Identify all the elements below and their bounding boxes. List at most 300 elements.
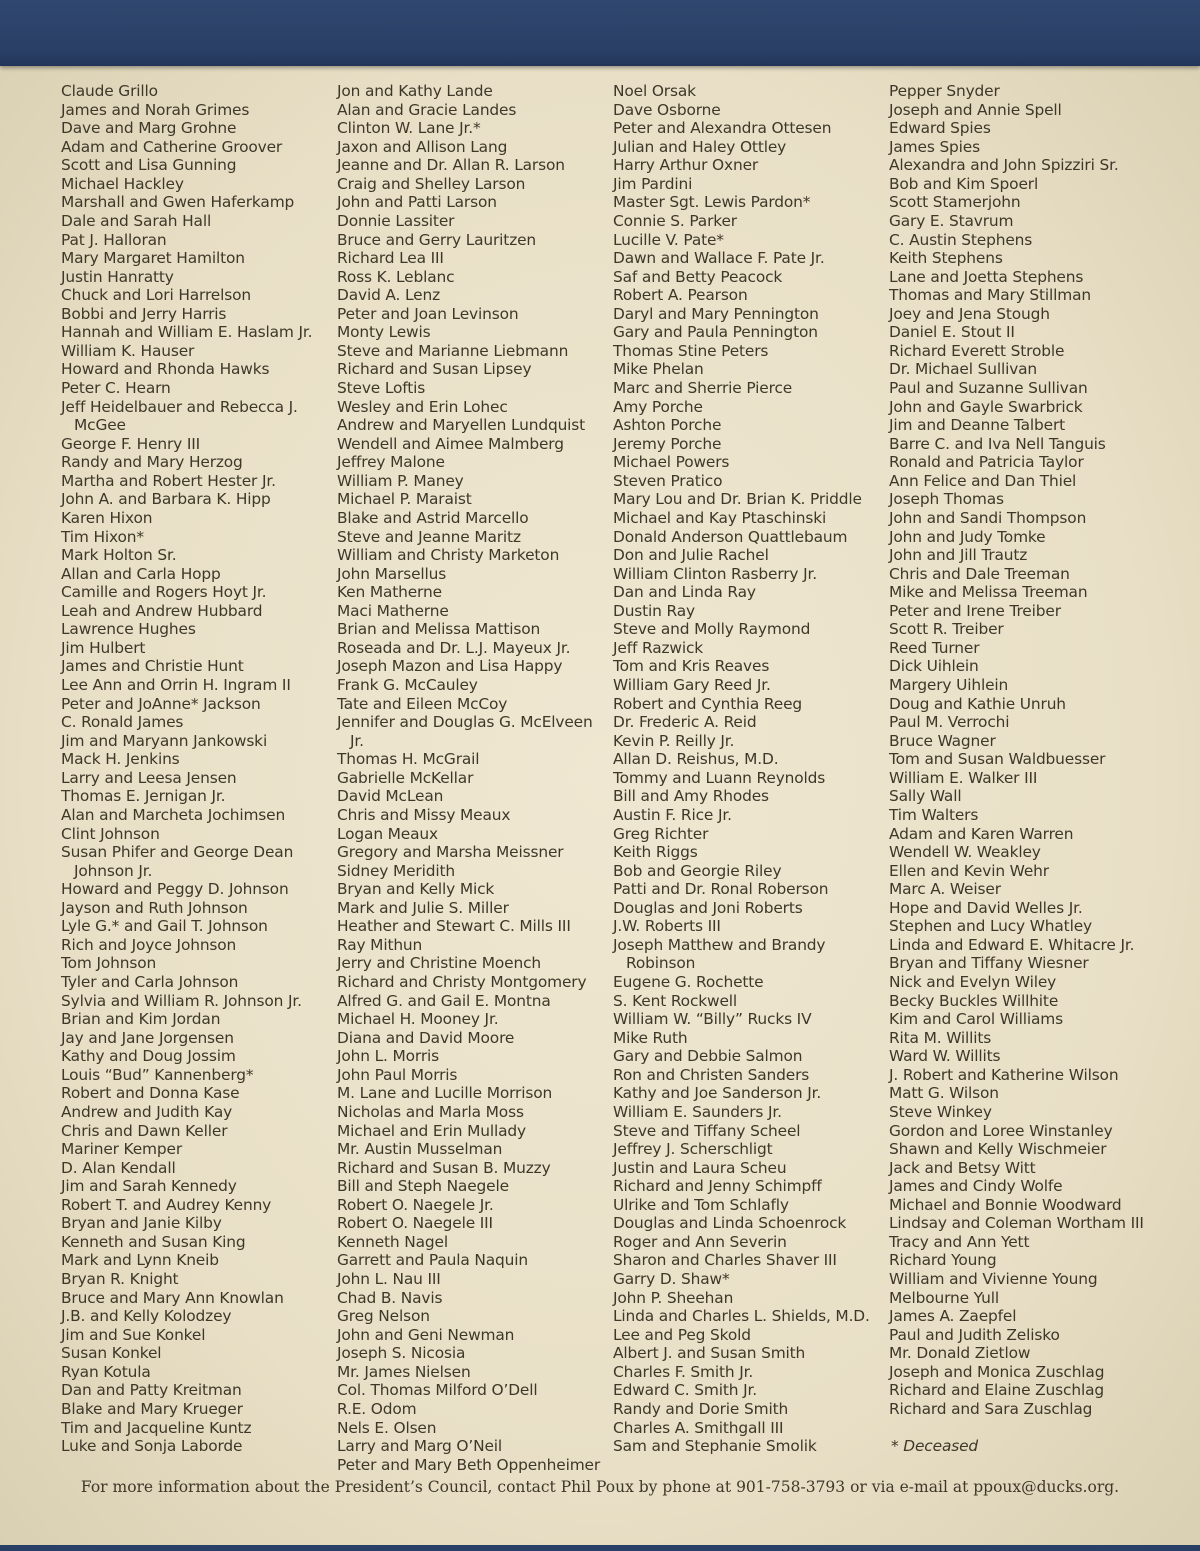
donor-name: Alan and Marcheta Jochimsen [61, 805, 286, 824]
donor-name: Brian and Melissa Mattison [337, 620, 541, 639]
donor-name: John and Jill Trautz [889, 546, 1028, 565]
donor-name: Susan Konkel [61, 1344, 162, 1363]
donor-name: Michael and Bonnie Woodward [889, 1195, 1122, 1214]
donor-name: Sylvia and William R. Johnson Jr. [61, 991, 302, 1010]
donor-name: Robert T. and Audrey Kenny [61, 1195, 272, 1214]
donor-name: Martha and Robert Hester Jr. [61, 471, 276, 490]
donor-name: Craig and Shelley Larson [337, 174, 526, 193]
donor-name: John Paul Morris [337, 1065, 458, 1084]
donor-name: Linda and Charles L. Shields, M.D. [613, 1307, 870, 1326]
donor-name: Andrew and Judith Kay [61, 1102, 233, 1121]
donor-name: Kenneth and Susan King [61, 1232, 246, 1251]
donor-name: Dr. Frederic A. Reid [613, 713, 757, 732]
donor-name: Bryan and Tiffany Wiesner [889, 954, 1089, 973]
donor-name: Chuck and Lori Harrelson [61, 286, 251, 305]
donor-name: S. Kent Rockwell [613, 991, 738, 1010]
donor-name: Albert J. and Susan Smith [613, 1344, 806, 1363]
donor-name: Doug and Kathie Unruh [889, 694, 1066, 713]
donor-name: Edward Spies [889, 119, 991, 138]
donor-name: Rich and Joyce Johnson [61, 935, 237, 954]
donor-name: Matt G. Wilson [889, 1084, 999, 1103]
donor-name: Michael and Erin Mullady [337, 1121, 526, 1140]
donor-name: Gregory and Marsha Meissner [337, 843, 564, 862]
donor-name: Chris and Dale Treeman [889, 564, 1070, 583]
donor-name: Douglas and Linda Schoenrock [613, 1214, 847, 1233]
donor-name: Joseph and Monica Zuschlag [889, 1362, 1105, 1381]
donor-name: Leah and Andrew Hubbard [61, 601, 263, 620]
donor-name: Mark Holton Sr. [61, 546, 177, 565]
donor-name: Greg Richter [613, 824, 709, 843]
donor-name: Bobbi and Jerry Harris [61, 304, 227, 323]
donor-name: James and Cindy Wolfe [889, 1177, 1063, 1196]
donor-name: Peter and JoAnne* Jackson [61, 694, 261, 713]
donor-name: Jeff Heidelbauer and Rebecca J. McGee [61, 397, 298, 435]
donor-name: Richard and Christy Montgomery [337, 973, 587, 991]
donor-name: Robert and Cynthia Reeg [613, 694, 803, 713]
donor-name: Susan Phifer and George Dean Johnson Jr. [61, 843, 294, 880]
donor-name: Keith Stephens [889, 249, 1003, 268]
donor-name: Chris and Missy Meaux [337, 805, 511, 824]
donor-name: Jerry and Christine Moench [337, 954, 542, 973]
donor-name: John L. Morris [337, 1047, 439, 1066]
donor-name: Thomas E. Jernigan Jr. [61, 787, 226, 806]
donor-name: Justin Hanratty [61, 267, 174, 286]
donor-name: Pat J. Halloran [61, 230, 167, 249]
donor-name: Diana and David Moore [337, 1028, 515, 1047]
donor-name: Claude Grillo [61, 82, 158, 100]
donor-name: Kevin P. Reilly Jr. [613, 731, 735, 750]
donor-name: Dawn and Wallace F. Pate Jr. [613, 249, 825, 268]
donor-name: Steve and Tiffany Scheel [613, 1121, 801, 1140]
donor-name: Steve and Marianne Liebmann [337, 341, 569, 360]
donor-name: Jeffrey Malone [337, 453, 445, 472]
donor-name: J.W. Roberts III [613, 917, 721, 936]
donor-name: Mary Margaret Hamilton [61, 249, 245, 268]
donor-name: Alfred G. and Gail E. Montna [337, 991, 551, 1010]
donor-name: Gabrielle McKellar [337, 768, 474, 787]
donor-name: Donald Anderson Quattlebaum [613, 527, 848, 546]
donor-name: Tom and Susan Waldbuesser [889, 750, 1106, 769]
donor-name: Scott Stamerjohn [889, 193, 1021, 212]
donor-name: Margery Uihlein [889, 676, 1009, 694]
donor-name: Bryan and Kelly Mick [337, 880, 495, 899]
donor-name: Ward W. Willits [889, 1047, 1001, 1066]
donor-name: David A. Lenz [337, 286, 441, 305]
donor-name: Monty Lewis [337, 323, 431, 342]
donor-name: Jennifer and Douglas G. McElveen Jr. [337, 713, 593, 750]
donor-name: William P. Maney [337, 471, 464, 490]
donor-name: Peter and Alexandra Ottesen [613, 119, 832, 138]
donor-name: Patti and Dr. Ronal Roberson [613, 880, 829, 899]
donor-name: Howard and Peggy D. Johnson [61, 880, 289, 899]
donor-name: Michael Powers [613, 453, 730, 472]
donor-name: Eugene G. Rochette [613, 973, 764, 991]
donor-name: Blake and Mary Krueger [61, 1399, 243, 1418]
donor-name: Daryl and Mary Pennington [613, 304, 819, 323]
donor-name: Mike Phelan [613, 360, 704, 379]
donor-name: Wendell W. Weakley [889, 843, 1041, 862]
donor-name: Master Sgt. Lewis Pardon* [613, 193, 811, 212]
donor-name: D. Alan Kendall [61, 1158, 176, 1177]
donor-name: Gordon and Loree Winstanley [889, 1121, 1113, 1140]
donor-name: Mr. James Nielsen [337, 1362, 471, 1381]
donor-name: Adam and Karen Warren [889, 824, 1074, 843]
donor-name: Jayson and Ruth Johnson [61, 898, 248, 917]
donor-name: Garry D. Shaw* [613, 1270, 730, 1288]
donor-name: Scott R. Treiber [889, 620, 1004, 639]
donor-name: Stephen and Lucy Whatley [889, 917, 1092, 936]
donor-name: Dick Uihlein [889, 657, 979, 676]
donor-name: John and Judy Tomke [889, 527, 1046, 546]
donor-name: Jim and Sue Konkel [61, 1325, 206, 1344]
donor-name: Ken Matherne [337, 583, 442, 602]
donor-name: Pepper Snyder [889, 82, 1000, 100]
donor-name: C. Ronald James [61, 713, 184, 732]
donor-name: Larry and Marg O’Neil [337, 1437, 503, 1456]
donor-name: Peter and Mary Beth Oppenheimer [337, 1455, 601, 1474]
donor-name: Gary and Debbie Salmon [613, 1047, 803, 1066]
donor-name: William E. Walker III [889, 768, 1038, 787]
donor-name: Mary Lou and Dr. Brian K. Priddle [613, 490, 862, 509]
donor-name: Randy and Mary Herzog [61, 453, 243, 472]
donor-name: Steve Winkey [889, 1102, 992, 1121]
donor-name: Dave and Marg Grohne [61, 119, 237, 138]
donor-name: William Gary Reed Jr. [613, 676, 771, 694]
donor-name: Roger and Ann Severin [613, 1232, 787, 1251]
donor-name: Tim and Jacqueline Kuntz [61, 1418, 252, 1437]
donor-name: Mack H. Jenkins [61, 750, 180, 769]
donor-name: Paul and Judith Zelisko [889, 1325, 1060, 1344]
donor-name: Bruce and Gerry Lauritzen [337, 230, 537, 249]
donor-name: Bill and Steph Naegele [337, 1177, 509, 1196]
donor-name: Jim and Maryann Jankowski [61, 731, 268, 750]
donor-name: John and Gayle Swarbrick [889, 397, 1083, 416]
donor-name: Blake and Astrid Marcello [337, 508, 529, 527]
donor-name: Shawn and Kelly Wischmeier [889, 1140, 1107, 1159]
donor-name: Louis “Bud” Kannenberg* [61, 1065, 254, 1084]
donor-name: Frank G. McCauley [337, 676, 478, 694]
donor-name: James Spies [889, 137, 980, 156]
donor-name: Ray Mithun [337, 935, 423, 954]
donor-name: Sally Wall [889, 787, 962, 806]
donor-name: Karen Hixon [61, 508, 153, 527]
donor-name: Greg Nelson [337, 1307, 430, 1326]
donor-name: Daniel E. Stout II [889, 323, 1015, 342]
donor-name: Justin and Laura Scheu [613, 1158, 787, 1177]
top-header-band [0, 0, 1200, 66]
donor-name: Logan Meaux [337, 824, 438, 843]
donor-name: Jim and Sarah Kennedy [61, 1177, 237, 1196]
donor-name: Julian and Haley Ottley [613, 137, 787, 156]
donor-name: John and Geni Newman [337, 1325, 515, 1344]
donor-name: Kim and Carol Williams [889, 1010, 1063, 1029]
donor-name: James and Norah Grimes [61, 100, 250, 119]
donor-name: Douglas and Joni Roberts [613, 898, 803, 917]
donor-name: Donnie Lassiter [337, 211, 455, 230]
donor-name: Peter and Joan Levinson [337, 304, 519, 323]
donor-name: Marc A. Weiser [889, 880, 1001, 899]
donor-name: J.B. and Kelly Kolodzey [61, 1307, 232, 1326]
donor-name: Richard Lea III [337, 249, 444, 268]
donor-name: Maci Matherne [337, 601, 449, 620]
name-column-2 [337, 82, 603, 1474]
donor-name: Lyle G.* and Gail T. Johnson [61, 917, 268, 936]
donor-name: Hannah and William E. Haslam Jr. [61, 323, 313, 342]
donor-name: Kathy and Joe Sanderson Jr. [613, 1084, 822, 1103]
donor-name: Dale and Sarah Hall [61, 211, 212, 230]
donor-name: Steve Loftis [337, 379, 426, 397]
donor-name-columns [0, 82, 1200, 1472]
donor-name: Tim Walters [889, 805, 979, 824]
donor-name: Thomas H. McGrail [337, 750, 480, 769]
donor-name: John and Sandi Thompson [889, 508, 1087, 527]
donor-name: Jeremy Porche [613, 434, 722, 453]
donor-name: Sidney Meridith [337, 861, 455, 880]
bottom-border [0, 1545, 1200, 1551]
donor-name: David McLean [337, 787, 444, 806]
donor-name: Bill and Amy Rhodes [613, 787, 769, 806]
donor-name: Richard and Susan Lipsey [337, 360, 532, 379]
donor-name: Scott and Lisa Gunning [61, 156, 237, 175]
donor-name: Richard and Jenny Schimpff [613, 1177, 822, 1196]
donor-name: Bryan and Janie Kilby [61, 1214, 222, 1233]
donor-name: James A. Zaepfel [889, 1307, 1017, 1326]
donor-name: Robert and Donna Kase [61, 1084, 240, 1103]
donor-name: Joseph S. Nicosia [337, 1344, 466, 1363]
donor-name: Jeffrey J. Scherschligt [613, 1140, 773, 1159]
donor-name: Rita M. Willits [889, 1028, 992, 1047]
donor-name: M. Lane and Lucille Morrison [337, 1084, 553, 1103]
donor-name: Jeff Razwick [613, 638, 704, 657]
donor-name: William E. Saunders Jr. [613, 1102, 782, 1121]
donor-name: Mark and Julie S. Miller [337, 898, 509, 917]
donor-name: Michael and Kay Ptaschinski [613, 508, 827, 527]
donor-name: Robert O. Naegele Jr. [337, 1195, 494, 1214]
donor-name: Keith Riggs [613, 843, 698, 862]
donor-name: Lindsay and Coleman Wortham III [889, 1214, 1144, 1233]
donor-name: Jaxon and Allison Lang [337, 137, 508, 156]
donor-name: Chris and Dawn Keller [61, 1121, 228, 1140]
donor-name: Robert A. Pearson [613, 286, 748, 305]
donor-name: Howard and Rhonda Hawks [61, 360, 270, 379]
donor-name: William and Christy Marketon [337, 546, 560, 565]
donor-name: John P. Sheehan [613, 1288, 734, 1307]
donor-name: Steven Pratico [613, 471, 723, 490]
donor-name: Linda and Edward E. Whitacre Jr. [889, 935, 1135, 954]
donor-name: Melbourne Yull [889, 1288, 999, 1307]
donor-name: Alexandra and John Spizziri Sr. [889, 156, 1119, 175]
donor-name: Michael Hackley [61, 174, 184, 193]
donor-name: Joseph and Annie Spell [889, 100, 1062, 119]
donor-name: Paul and Suzanne Sullivan [889, 379, 1088, 397]
donor-name: Steve and Molly Raymond [613, 620, 811, 639]
donor-name: Marshall and Gwen Haferkamp [61, 193, 295, 212]
donor-name: Connie S. Parker [613, 211, 737, 230]
donor-name: William Clinton Rasberry Jr. [613, 564, 818, 583]
donor-name: Peter C. Hearn [61, 379, 171, 397]
donor-name: Jon and Kathy Lande [337, 82, 493, 100]
donor-name: Tim Hixon* [61, 527, 144, 546]
donor-name: John Marsellus [337, 564, 447, 583]
donor-name: James and Christie Hunt [61, 657, 244, 676]
donor-name: Michael P. Maraist [337, 490, 472, 509]
donor-name: Lee Ann and Orrin H. Ingram II [61, 676, 291, 694]
donor-name: Dan and Patty Kreitman [61, 1381, 242, 1400]
donor-name: John A. and Barbara K. Hipp [61, 490, 271, 509]
donor-name: Harry Arthur Oxner [613, 156, 759, 175]
donor-name: Mr. Donald Zietlow [889, 1344, 1031, 1363]
donor-name: Marc and Sherrie Pierce [613, 379, 793, 397]
donor-name: Dan and Linda Ray [613, 583, 756, 602]
donor-name: Adam and Catherine Groover [61, 137, 283, 156]
donor-name: Thomas and Mary Stillman [889, 286, 1092, 305]
donor-name: Ron and Christen Sanders [613, 1065, 810, 1084]
donor-name: Steve and Jeanne Maritz [337, 527, 521, 546]
donor-name: Jim and Deanne Talbert [889, 416, 1066, 435]
donor-name: Mark and Lynn Kneib [61, 1251, 219, 1270]
donor-name: Richard and Susan B. Muzzy [337, 1158, 551, 1177]
donor-name: Joey and Jena Stough [889, 304, 1050, 323]
donor-name: Lawrence Hughes [61, 620, 196, 639]
donor-name: Hope and David Welles Jr. [889, 898, 1083, 917]
donor-name: Col. Thomas Milford O’Dell [337, 1381, 538, 1400]
donor-name: Allan and Carla Hopp [61, 564, 221, 583]
donor-name: Ulrike and Tom Schlafly [613, 1195, 789, 1214]
contact-footer: For more information about the President’s Council, contact Phil Poux by phone at 901-758-3793 or via e-mail at ppoux@ducks.org. [80, 1478, 1120, 1496]
donor-name: Alan and Gracie Landes [337, 100, 517, 119]
donor-name: Nick and Evelyn Wiley [889, 973, 1057, 991]
donor-name: Noel Orsak [613, 82, 696, 100]
donor-name: Kenneth Nagel [337, 1232, 448, 1251]
donor-name: Michael H. Mooney Jr. [337, 1010, 499, 1029]
donor-name: Richard and Sara Zuschlag [889, 1399, 1093, 1418]
name-column-4 [889, 82, 1155, 1456]
donor-name: Dustin Ray [613, 601, 695, 620]
donor-name: Randy and Dorie Smith [613, 1399, 789, 1418]
donor-name: Brian and Kim Jordan [61, 1010, 221, 1029]
donor-name: William and Vivienne Young [889, 1270, 1098, 1288]
donor-name: Richard Everett Stroble [889, 341, 1065, 360]
donor-name: Robert O. Naegele III [337, 1214, 493, 1233]
donor-name: Tracy and Ann Yett [889, 1232, 1030, 1251]
donor-name: Mike and Melissa Treeman [889, 583, 1088, 602]
donor-name: Chad B. Navis [337, 1288, 443, 1307]
donor-name: Paul M. Verrochi [889, 713, 1010, 732]
donor-name: Nels E. Olsen [337, 1418, 437, 1437]
donor-name: Joseph Matthew and Brandy Robinson [613, 935, 826, 973]
donor-name: Amy Porche [613, 397, 703, 416]
donor-name: Ellen and Kevin Wehr [889, 861, 1049, 880]
donor-name: Heather and Stewart C. Mills III [337, 917, 571, 936]
donor-name: Nicholas and Marla Moss [337, 1102, 524, 1121]
donor-name: Ann Felice and Dan Thiel [889, 471, 1077, 490]
donor-name: Garrett and Paula Naquin [337, 1251, 528, 1270]
donor-name: Reed Turner [889, 638, 980, 657]
donor-name: Ronald and Patricia Taylor [889, 453, 1084, 472]
donor-name: Joseph Mazon and Lisa Happy [337, 657, 563, 676]
donor-name: J. Robert and Katherine Wilson [889, 1065, 1119, 1084]
donor-name: William W. “Billy” Rucks IV [613, 1010, 812, 1029]
deceased-footnote: * Deceased [891, 1437, 979, 1456]
donor-name: Joseph Thomas [889, 490, 1004, 509]
donor-name: Camille and Rogers Hoyt Jr. [61, 583, 267, 602]
donor-name: Becky Buckles Willhite [889, 991, 1059, 1010]
donor-name: Richard and Elaine Zuschlag [889, 1381, 1104, 1400]
name-column-1 [61, 82, 327, 1456]
donor-name: John and Patti Larson [337, 193, 497, 212]
donor-name: Lucille V. Pate* [613, 230, 724, 249]
donor-name: Charles F. Smith Jr. [613, 1362, 754, 1381]
donor-name: Roseada and Dr. L.J. Mayeux Jr. [337, 638, 571, 657]
donor-name: Mike Ruth [613, 1028, 688, 1047]
donor-name: Gary E. Stavrum [889, 211, 1014, 230]
donor-name: Sam and Stephanie Smolik [613, 1437, 817, 1456]
donor-name: John L. Nau III [337, 1270, 441, 1288]
donor-name: Jim Pardini [613, 174, 693, 193]
donor-name: Edward C. Smith Jr. [613, 1381, 757, 1400]
donor-name: Kathy and Doug Jossim [61, 1047, 236, 1066]
donor-name: Peter and Irene Treiber [889, 601, 1061, 620]
donor-name: Tate and Eileen McCoy [337, 694, 508, 713]
donor-name: Dr. Michael Sullivan [889, 360, 1038, 379]
donor-name: Ashton Porche [613, 416, 722, 435]
donor-name: Clinton W. Lane Jr.* [337, 119, 481, 138]
donor-name: Mariner Kemper [61, 1140, 183, 1159]
donor-name: Tom Johnson [61, 954, 157, 973]
donor-name: Jay and Jane Jorgensen [61, 1028, 234, 1047]
donor-name: Austin F. Rice Jr. [613, 805, 732, 824]
donor-name: Saf and Betty Peacock [613, 267, 783, 286]
donor-name: Mr. Austin Musselman [337, 1140, 503, 1159]
donor-name: Charles A. Smithgall III [613, 1418, 784, 1437]
donor-name: Jim Hulbert [61, 638, 146, 657]
donor-name: Richard Young [889, 1251, 997, 1270]
donor-name: Gary and Paula Pennington [613, 323, 818, 342]
donor-name: Ross K. Leblanc [337, 267, 455, 286]
donor-name: Jeanne and Dr. Allan R. Larson [337, 156, 565, 175]
donor-name: R.E. Odom [337, 1399, 417, 1418]
donor-name: Tommy and Luann Reynolds [613, 768, 826, 787]
donor-name: Wesley and Erin Lohec [337, 397, 508, 416]
donor-name: Jack and Betsy Witt [889, 1158, 1036, 1177]
donor-name: Tom and Kris Reaves [613, 657, 770, 676]
donor-name: Allan D. Reishus, M.D. [613, 750, 779, 769]
donor-name: Bryan R. Knight [61, 1270, 179, 1288]
donor-name: George F. Henry III [61, 434, 201, 453]
donor-name: C. Austin Stephens [889, 230, 1033, 249]
donor-name: Bruce and Mary Ann Knowlan [61, 1288, 284, 1307]
donor-name: Sharon and Charles Shaver III [613, 1251, 837, 1270]
donor-name: Thomas Stine Peters [613, 341, 769, 360]
donor-name: Tyler and Carla Johnson [61, 973, 239, 991]
donor-name: Clint Johnson [61, 824, 160, 843]
donor-name: Bruce Wagner [889, 731, 996, 750]
donor-name: Bob and Kim Spoerl [889, 174, 1039, 193]
donor-name: Dave Osborne [613, 100, 721, 119]
donor-name: Ryan Kotula [61, 1362, 151, 1381]
donor-name: Lane and Joetta Stephens [889, 267, 1084, 286]
donor-name: William K. Hauser [61, 341, 195, 360]
donor-name: Don and Julie Rachel [613, 546, 769, 565]
donor-name: Wendell and Aimee Malmberg [337, 434, 564, 453]
donor-name: Larry and Leesa Jensen [61, 768, 237, 787]
donor-name: Luke and Sonja Laborde [61, 1437, 243, 1456]
donor-name: Andrew and Maryellen Lundquist [337, 416, 586, 435]
name-column-3 [613, 82, 879, 1456]
donor-name: Bob and Georgie Riley [613, 861, 782, 880]
donor-name: Barre C. and Iva Nell Tanguis [889, 434, 1106, 453]
donor-name: Lee and Peg Skold [613, 1325, 751, 1344]
